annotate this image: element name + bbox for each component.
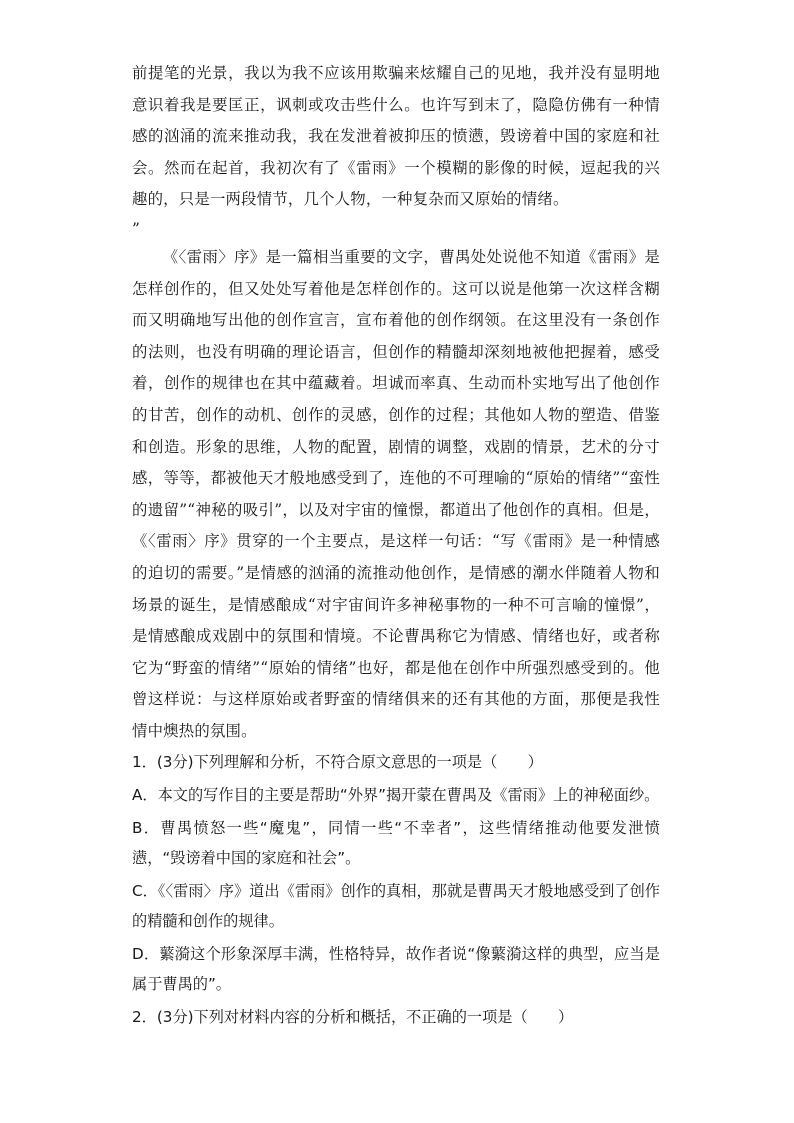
question-1 [132, 747, 660, 999]
question-2 [132, 1002, 660, 1032]
option-d: D．蘩漪这个形象深厚丰满，性格特异，故作者说“像蘩漪这样的典型，应当是属于曹禺的”。 [132, 945, 660, 994]
document-page [132, 58, 660, 1035]
passage-paragraph-1: 前提笔的光景，我以为我不应该用欺骗来炫耀自己的见地，我并没有显明地意识着我是要匡正，讽刺或攻击些什么。也许写到末了，隐隐仿佛有一种情感的汹涌的流来推动我，我在发泄着被抑压的愤懑，毁谤着中国的家庭和社会。然而在起首，我初次有了《雷雨》一个模糊的影像的时候，逗起我的兴趣的，只是一两段情节，几个人物，一种复杂而又原始的情绪。 [132, 64, 660, 209]
passage-closing-quote: ” [132, 219, 140, 238]
option-a: A．本文的写作目的主要是帮助“外界”揭开蒙在曹禺及《雷雨》上的神秘面纱。 [132, 786, 660, 805]
option-b: B．曹禺愤怒一些“魔鬼”，同情一些“不幸者”，这些情绪推动他要发泄愤懑，“毁谤着中国的家庭和社会”。 [132, 819, 660, 868]
option-c: C．《〈雷雨〉序》道出《雷雨》创作的真相，那就是曹禺天才般地感受到了创作的精髓和创作的规律。 [132, 882, 660, 931]
question-stem: 1．(3分)下列理解和分析，不符合原文意思的一项是（ ） [132, 753, 543, 772]
question-stem: 2．(3分)下列对材料内容的分析和概括，不正确的一项是（ ） [132, 1008, 574, 1027]
passage-paragraph-2: 《〈雷雨〉序》是一篇相当重要的文字，曹禺处处说他不知道《雷雨》是怎样创作的，但又处处写着他是怎样创作的。这可以说是他第一次这样含糊而又明确地写出他的创作宣言，宣布着他的创作纲领。在这里没有一条创作的法则，也没有明确的理论语言，但创作的精髓却深刻地被他把握着，感受着，创作的规律也在其中蕴藏着。坦诚而率真、生动而朴实地写出了他创作的甘苦，创作的动机、创作的灵感，创作的过程；其他如人物的塑造、借鉴和创造。形象的思维，人物的配置，剧情的调整，戏剧的情景，艺术的分寸感，等等，都被他天才般地感受到了，连他的不可理喻的“原始的情绪”“蛮性的遗留”“神秘的吸引”，以及对宇宙的憧憬，都道出了他创作的真相。但是，《〈雷雨〉序》贯穿的一个主要点，是这样一句话：“写《雷雨》是一种情感的迫切的需要。”是情感的汹涌的流推动他创作，是情感的潮水伴随着人物和场景的诞生，是情感酿成“对宇宙间许多神秘事物的一种不可言喻的憧憬”，是情感酿成戏剧中的氛围和情境。不论曹禺称它为情感、情绪也好，或者称它为“野蛮的情绪”“原始的情绪”也好，都是他在创作中所强烈感受到的。他曾这样说：与这样原始或者野蛮的情绪俱来的还有其他的方面，那便是我性情中燠热的氛围。 [132, 247, 660, 740]
